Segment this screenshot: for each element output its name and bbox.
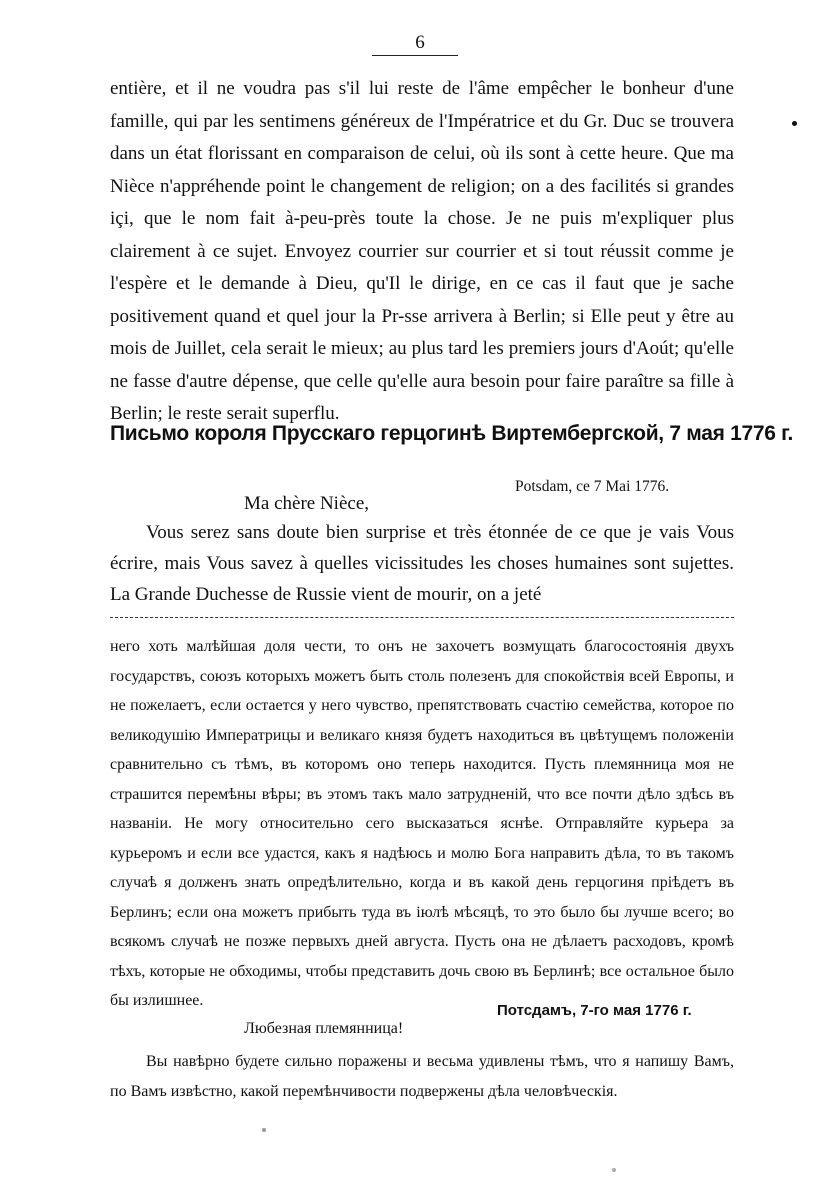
translation-divider <box>110 617 734 618</box>
letter-heading: Письмо короля Прусскаго герцогинѣ Виртембергской, 7 мая 1776 г. <box>110 422 794 445</box>
french-continuation-paragraph: entière, et il ne voudra pas s'il lui reste de l'âme empêcher le bonheur d'une famille, qui par les sentimens généreux de l'Impératrice et du Gr. Duc se trouvera dans un état florissant en comparaison de celui, où ils sont à cette heure. Que ma Nièce n'appréhende point le changement de religion; on a des facilités si grandes içi, que le nom fait à-peu-près toute la chose. Je ne puis m'expliquer plus clairement à ce sujet. Envoyez courrier sur courrier et si tout réussit comme je l'espère et le demande à Dieu, qu'Il le dirige, en ce cas il faut que je sache positivement quand et quel jour la Pr-sse arrivera à Berlin; si Elle peut y être au mois de Juillet, cela serait le mieux; au plus tard les premiers jours d'Aoút; qu'elle ne fasse d'autre dépense, que celle qu'elle aura besoin pour faire paraître sa fille à Berlin; le reste serait superflu. <box>110 78 734 424</box>
page-number-rule <box>372 55 458 56</box>
russian-letter-body: Вы навѣрно будете сильно поражены и весьма удивлены тѣмъ, что я напишу Вамъ, по Вамъ извѣстно, какой перемѣнчивости подвержены дѣла человѣческія. <box>110 1053 734 1100</box>
french-letter-body: Vous serez sans doute bien surprise et très étonnée de ce que je vais Vous écrire, mais Vous savez à quelles vicissitudes les choses humaines sont sujettes. La Grande Duchesse de Russie vient de mourir, on a jeté <box>110 522 734 605</box>
french-letter-place-date: Potsdam, ce 7 Mai 1776. <box>515 478 670 495</box>
page-number: 6 <box>415 32 425 53</box>
margin-dot <box>792 121 797 126</box>
russian-letter-salutation: Любезная племянница! <box>244 1020 404 1037</box>
french-letter-salutation: Ma chère Nièce, <box>244 493 370 514</box>
paper-speck <box>262 1128 266 1132</box>
russian-letter-place-date: Потсдамъ, 7-го мая 1776 г. <box>497 1002 692 1019</box>
paper-speck <box>612 1168 616 1172</box>
russian-translation-paragraph: него хоть малѣйшая доля чести, то онъ не захочетъ возмущать благосостоянія двухъ государствъ, союзъ которыхъ можетъ быть столь полезенъ для спокойствія всей Европы, и не пожелаетъ, если остается у него чувство, препятствовать счастію семейства, которое по великодушію Императрицы и великаго князя будетъ находиться въ цвѣтущемъ положеніи сравнительно съ тѣмъ, въ которомъ оно теперь находится. Пусть племянница моя не страшится перемѣны вѣры; въ этомъ такъ мало затрудненій, что все почти дѣло здѣсь въ названіи. Не могу относительно сего высказаться яснѣе. Отправляйте курьера за курьеромъ и если все удастся, какъ я надѣюсь и молю Бога направить дѣла, то въ такомъ случаѣ я долженъ знать опредѣлительно, когда и въ какой день герцогиня пріѣдетъ въ Берлинъ; если она можетъ прибыть туда въ іюлѣ мѣсяцѣ, то это было бы лучше всего; во всякомъ случаѣ не позже первыхъ дней августа. Пусть она не дѣлаетъ расходовъ, кромѣ тѣхъ, которые не обходимы, чтобы представить дочь свою въ Берлинѣ; все остальное было бы излишнее. <box>110 638 734 1009</box>
